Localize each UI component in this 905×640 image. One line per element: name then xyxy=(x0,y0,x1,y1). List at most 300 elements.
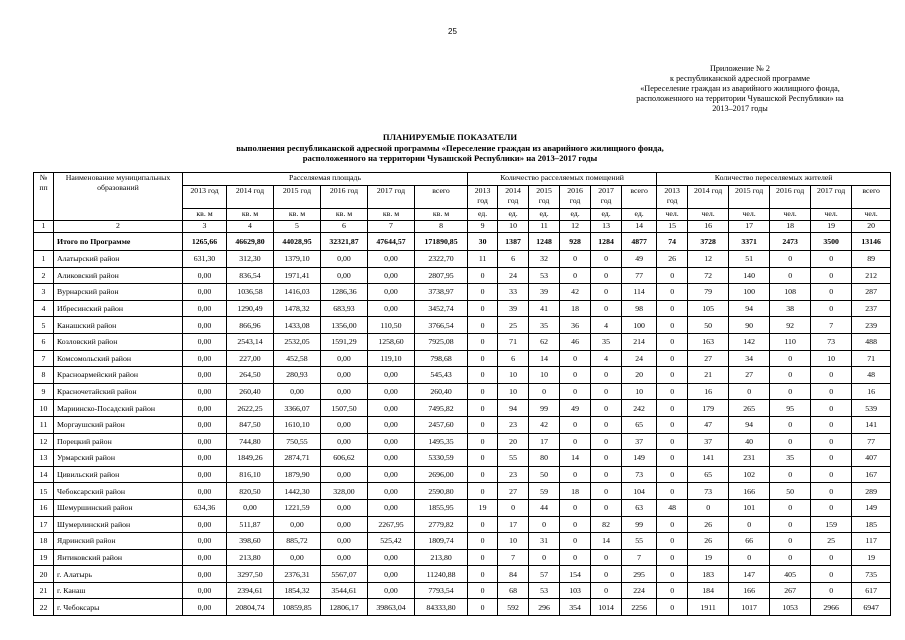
value-cell: 0 xyxy=(468,317,498,334)
value-cell: 44028,95 xyxy=(274,233,321,251)
value-cell: 0 xyxy=(811,433,852,450)
value-cell: 2394,61 xyxy=(227,582,274,599)
value-cell: 2543,14 xyxy=(227,333,274,350)
value-cell: 2622,25 xyxy=(227,400,274,417)
value-cell: 0 xyxy=(657,599,688,616)
rooms-group-header: Количество расселяемых помещений xyxy=(468,173,657,186)
value-cell: 0 xyxy=(529,516,560,533)
value-cell: 142 xyxy=(729,333,770,350)
unit-cell: ед. xyxy=(622,209,657,221)
people-year-header: 2015 год xyxy=(729,186,770,209)
value-cell: 48 xyxy=(852,367,891,384)
value-cell: 0 xyxy=(468,483,498,500)
value-cell: 744,80 xyxy=(227,433,274,450)
column-number-cell: 19 xyxy=(811,221,852,233)
value-cell: 885,72 xyxy=(274,533,321,550)
value-cell: 10 xyxy=(529,367,560,384)
value-cell: 66 xyxy=(729,533,770,550)
people-year-header: 2014 год xyxy=(688,186,729,209)
value-cell: 16 xyxy=(852,383,891,400)
table-row xyxy=(34,483,891,500)
value-cell: 0 xyxy=(591,433,622,450)
value-cell: 0 xyxy=(657,300,688,317)
value-cell: 0 xyxy=(591,251,622,268)
value-cell: 280,93 xyxy=(274,367,321,384)
municipality-name-cell: Вурнарский район xyxy=(54,284,183,301)
value-cell: 0,00 xyxy=(183,433,227,450)
value-cell: 0 xyxy=(657,466,688,483)
value-cell: 18 xyxy=(560,483,591,500)
value-cell: 0,00 xyxy=(368,466,415,483)
value-cell: 5330,59 xyxy=(415,450,468,467)
value-cell: 0,00 xyxy=(321,433,368,450)
value-cell: 820,50 xyxy=(227,483,274,500)
value-cell: 0,00 xyxy=(183,333,227,350)
value-cell: 0 xyxy=(811,300,852,317)
value-cell: 55 xyxy=(622,533,657,550)
value-cell: 0 xyxy=(770,433,811,450)
value-cell: 0 xyxy=(770,549,811,566)
unit-cell: кв. м xyxy=(274,209,321,221)
total-row xyxy=(34,233,891,251)
area-year-header: 2015 год xyxy=(274,186,321,209)
area-year-header: 2016 год xyxy=(321,186,368,209)
value-cell: 147 xyxy=(729,566,770,583)
col-num-header: № пп xyxy=(34,173,54,221)
value-cell: 0 xyxy=(591,400,622,417)
value-cell: 735 xyxy=(852,566,891,583)
value-cell: 1416,03 xyxy=(274,284,321,301)
value-cell: 149 xyxy=(622,450,657,467)
value-cell: 1507,50 xyxy=(321,400,368,417)
value-cell: 26 xyxy=(688,516,729,533)
value-cell: 99 xyxy=(529,400,560,417)
value-cell: 14 xyxy=(560,450,591,467)
value-cell: 171890,85 xyxy=(415,233,468,251)
value-cell: 30 xyxy=(468,233,498,251)
value-cell: 0 xyxy=(811,483,852,500)
row-number-cell xyxy=(34,233,54,251)
value-cell: 104 xyxy=(622,483,657,500)
value-cell: 99 xyxy=(622,516,657,533)
value-cell: 0,00 xyxy=(321,251,368,268)
value-cell: 141 xyxy=(688,450,729,467)
value-cell: 0 xyxy=(811,367,852,384)
value-cell: 10 xyxy=(811,350,852,367)
value-cell: 48 xyxy=(657,499,688,516)
value-cell: 1849,26 xyxy=(227,450,274,467)
table-row xyxy=(34,367,891,384)
value-cell: 0 xyxy=(811,582,852,599)
value-cell: 539 xyxy=(852,400,891,417)
row-number-cell: 11 xyxy=(34,416,54,433)
column-number-cell: 14 xyxy=(622,221,657,233)
value-cell: 73 xyxy=(688,483,729,500)
column-number-cell: 4 xyxy=(227,221,274,233)
value-cell: 14 xyxy=(529,350,560,367)
value-cell: 21 xyxy=(688,367,729,384)
value-cell: 18 xyxy=(560,300,591,317)
value-cell: 39 xyxy=(529,284,560,301)
column-number-cell: 3 xyxy=(183,221,227,233)
value-cell: 0 xyxy=(657,483,688,500)
column-number-cell: 9 xyxy=(468,221,498,233)
value-cell: 0,00 xyxy=(321,267,368,284)
value-cell: 312,30 xyxy=(227,251,274,268)
row-number-cell: 14 xyxy=(34,466,54,483)
municipality-name-cell: Шемуршинский район xyxy=(54,499,183,516)
value-cell: 511,87 xyxy=(227,516,274,533)
value-cell: 19 xyxy=(852,549,891,566)
row-number-cell: 20 xyxy=(34,566,54,583)
value-cell: 488 xyxy=(852,333,891,350)
value-cell: 0 xyxy=(468,549,498,566)
value-cell: 3297,50 xyxy=(227,566,274,583)
value-cell: 114 xyxy=(622,284,657,301)
rooms-year-header: 2017 год xyxy=(591,186,622,209)
value-cell: 0,00 xyxy=(183,582,227,599)
value-cell: 0,00 xyxy=(368,383,415,400)
value-cell: 0 xyxy=(657,350,688,367)
value-cell: 154 xyxy=(560,566,591,583)
value-cell: 0 xyxy=(560,499,591,516)
value-cell: 26 xyxy=(657,251,688,268)
value-cell: 0 xyxy=(468,350,498,367)
appendix-line: Приложение № 2 xyxy=(710,64,770,73)
value-cell: 407 xyxy=(852,450,891,467)
municipality-name-cell: Итого по Программе xyxy=(54,233,183,251)
value-cell: 0,00 xyxy=(321,499,368,516)
table-row xyxy=(34,300,891,317)
table-row xyxy=(34,416,891,433)
value-cell: 39 xyxy=(498,300,529,317)
table-header xyxy=(34,173,891,233)
value-cell: 295 xyxy=(622,566,657,583)
value-cell: 7793,54 xyxy=(415,582,468,599)
value-cell: 179 xyxy=(688,400,729,417)
value-cell: 287 xyxy=(852,284,891,301)
value-cell: 89 xyxy=(852,251,891,268)
rooms-year-header: всего xyxy=(622,186,657,209)
value-cell: 0 xyxy=(560,433,591,450)
municipality-name-cell: Красночетайский район xyxy=(54,383,183,400)
municipality-name-cell: Цивильский район xyxy=(54,466,183,483)
value-cell: 2779,82 xyxy=(415,516,468,533)
column-number-cell: 10 xyxy=(498,221,529,233)
value-cell: 0,00 xyxy=(183,483,227,500)
value-cell: 11240,88 xyxy=(415,566,468,583)
value-cell: 34 xyxy=(729,350,770,367)
value-cell: 51 xyxy=(729,251,770,268)
value-cell: 0 xyxy=(657,516,688,533)
value-cell: 545,43 xyxy=(415,367,468,384)
value-cell: 212 xyxy=(852,267,891,284)
value-cell: 77 xyxy=(852,433,891,450)
value-cell: 0,00 xyxy=(274,383,321,400)
value-cell: 3544,61 xyxy=(321,582,368,599)
value-cell: 101 xyxy=(729,499,770,516)
value-cell: 260,40 xyxy=(415,383,468,400)
value-cell: 7 xyxy=(811,317,852,334)
value-cell: 49 xyxy=(560,400,591,417)
value-cell: 289 xyxy=(852,483,891,500)
municipality-name-cell: г. Чебоксары xyxy=(54,599,183,616)
column-number-cell: 16 xyxy=(688,221,729,233)
value-cell: 0,00 xyxy=(321,383,368,400)
value-cell: 0 xyxy=(468,267,498,284)
column-number-cell: 5 xyxy=(274,221,321,233)
table-row xyxy=(34,599,891,616)
value-cell: 0,00 xyxy=(368,499,415,516)
municipality-name-cell: г. Канаш xyxy=(54,582,183,599)
municipality-name-cell: Аликовский район xyxy=(54,267,183,284)
table-row xyxy=(34,566,891,583)
value-cell: 0 xyxy=(811,549,852,566)
value-cell: 1387 xyxy=(498,233,529,251)
value-cell: 0,00 xyxy=(321,350,368,367)
value-cell: 0 xyxy=(657,533,688,550)
value-cell: 167 xyxy=(852,466,891,483)
value-cell: 42 xyxy=(529,416,560,433)
value-cell: 166 xyxy=(729,582,770,599)
value-cell: 0 xyxy=(657,284,688,301)
value-cell: 166 xyxy=(729,483,770,500)
value-cell: 0,00 xyxy=(368,416,415,433)
value-cell: 14 xyxy=(591,533,622,550)
value-cell: 1379,10 xyxy=(274,251,321,268)
value-cell: 68 xyxy=(498,582,529,599)
unit-cell: чел. xyxy=(852,209,891,221)
value-cell: 0 xyxy=(591,582,622,599)
table-row xyxy=(34,549,891,566)
municipality-name-cell: Шумерлинский район xyxy=(54,516,183,533)
value-cell: 6 xyxy=(498,350,529,367)
unit-cell: чел. xyxy=(770,209,811,221)
row-number-cell: 18 xyxy=(34,533,54,550)
value-cell: 27 xyxy=(498,483,529,500)
appendix-line: расположенного на территории Чувашской Республики» на xyxy=(636,94,844,103)
value-cell: 0,00 xyxy=(368,566,415,583)
row-number-cell: 7 xyxy=(34,350,54,367)
value-cell: 42 xyxy=(560,284,591,301)
value-cell: 0,00 xyxy=(368,433,415,450)
value-cell: 0 xyxy=(468,566,498,583)
value-cell: 1286,36 xyxy=(321,284,368,301)
people-group-header: Количество переселяемых жителей xyxy=(657,173,891,186)
column-number-cell: 6 xyxy=(321,221,368,233)
row-number-cell: 1 xyxy=(34,251,54,268)
value-cell: 27 xyxy=(729,367,770,384)
table-row xyxy=(34,466,891,483)
unit-cell: чел. xyxy=(811,209,852,221)
value-cell: 102 xyxy=(729,466,770,483)
table-row xyxy=(34,317,891,334)
value-cell: 19 xyxy=(468,499,498,516)
value-cell: 0 xyxy=(811,267,852,284)
value-cell: 90 xyxy=(729,317,770,334)
value-cell: 4877 xyxy=(622,233,657,251)
value-cell: 634,36 xyxy=(183,499,227,516)
value-cell: 452,58 xyxy=(274,350,321,367)
value-cell: 65 xyxy=(688,466,729,483)
value-cell: 94 xyxy=(729,416,770,433)
value-cell: 3371 xyxy=(729,233,770,251)
value-cell: 100 xyxy=(729,284,770,301)
value-cell: 24 xyxy=(498,267,529,284)
value-cell: 836,54 xyxy=(227,267,274,284)
value-cell: 53 xyxy=(529,267,560,284)
value-cell: 0,00 xyxy=(368,284,415,301)
table-row xyxy=(34,267,891,284)
value-cell: 163 xyxy=(688,333,729,350)
value-cell: 1284 xyxy=(591,233,622,251)
unit-cell: кв. м xyxy=(183,209,227,221)
value-cell: 1036,58 xyxy=(227,284,274,301)
value-cell: 0 xyxy=(770,533,811,550)
value-cell: 10 xyxy=(622,383,657,400)
value-cell: 0,00 xyxy=(183,367,227,384)
value-cell: 0,00 xyxy=(183,549,227,566)
value-cell: 0 xyxy=(468,466,498,483)
value-cell: 36 xyxy=(560,317,591,334)
column-number-cell: 2 xyxy=(54,221,183,233)
value-cell: 1610,10 xyxy=(274,416,321,433)
value-cell: 37 xyxy=(622,433,657,450)
value-cell: 39863,04 xyxy=(368,599,415,616)
value-cell: 140 xyxy=(729,267,770,284)
unit-cell: кв. м xyxy=(227,209,274,221)
table-row xyxy=(34,499,891,516)
indicators-table xyxy=(33,172,891,616)
value-cell: 0,00 xyxy=(183,450,227,467)
value-cell: 0 xyxy=(591,566,622,583)
area-year-header: 2014 год xyxy=(227,186,274,209)
value-cell: 0 xyxy=(657,367,688,384)
column-number-cell: 11 xyxy=(529,221,560,233)
value-cell: 3766,54 xyxy=(415,317,468,334)
value-cell: 0 xyxy=(591,416,622,433)
value-cell: 0 xyxy=(468,400,498,417)
value-cell: 17 xyxy=(529,433,560,450)
value-cell: 0 xyxy=(811,450,852,467)
value-cell: 71 xyxy=(498,333,529,350)
value-cell: 0 xyxy=(657,416,688,433)
municipality-name-cell: Комсомольский район xyxy=(54,350,183,367)
unit-cell: кв. м xyxy=(368,209,415,221)
value-cell: 0,00 xyxy=(368,549,415,566)
value-cell: 0,00 xyxy=(368,367,415,384)
value-cell: 0 xyxy=(657,383,688,400)
value-cell: 750,55 xyxy=(274,433,321,450)
value-cell: 0,00 xyxy=(274,516,321,533)
value-cell: 265 xyxy=(729,400,770,417)
value-cell: 242 xyxy=(622,400,657,417)
value-cell: 35 xyxy=(591,333,622,350)
column-number-cell: 13 xyxy=(591,221,622,233)
value-cell: 631,30 xyxy=(183,251,227,268)
value-cell: 72 xyxy=(688,267,729,284)
value-cell: 0 xyxy=(770,267,811,284)
value-cell: 1495,35 xyxy=(415,433,468,450)
value-cell: 214 xyxy=(622,333,657,350)
value-cell: 0 xyxy=(560,251,591,268)
value-cell: 0 xyxy=(770,367,811,384)
value-cell: 82 xyxy=(591,516,622,533)
value-cell: 10 xyxy=(498,533,529,550)
value-cell: 0 xyxy=(529,383,560,400)
municipality-name-cell: Красноармейский район xyxy=(54,367,183,384)
value-cell: 35 xyxy=(770,450,811,467)
value-cell: 2376,31 xyxy=(274,566,321,583)
value-cell: 0,00 xyxy=(321,516,368,533)
value-cell: 94 xyxy=(498,400,529,417)
value-cell: 0 xyxy=(591,450,622,467)
value-cell: 0 xyxy=(729,549,770,566)
table-row xyxy=(34,383,891,400)
value-cell: 3500 xyxy=(811,233,852,251)
value-cell: 2696,00 xyxy=(415,466,468,483)
row-number-cell: 13 xyxy=(34,450,54,467)
value-cell: 0 xyxy=(811,466,852,483)
appendix-line: «Переселение граждан из аварийного жилищного фонда, xyxy=(640,84,840,93)
value-cell: 7495,82 xyxy=(415,400,468,417)
value-cell: 0 xyxy=(591,466,622,483)
value-cell: 25 xyxy=(811,533,852,550)
value-cell: 0,00 xyxy=(183,350,227,367)
rooms-year-header: 2015 год xyxy=(529,186,560,209)
value-cell: 100 xyxy=(622,317,657,334)
row-number-cell: 10 xyxy=(34,400,54,417)
value-cell: 32 xyxy=(529,251,560,268)
value-cell: 84333,80 xyxy=(415,599,468,616)
value-cell: 63 xyxy=(622,499,657,516)
value-cell: 98 xyxy=(622,300,657,317)
value-cell: 0,00 xyxy=(183,317,227,334)
value-cell: 0 xyxy=(591,267,622,284)
municipality-name-cell: Канашский район xyxy=(54,317,183,334)
row-number-cell: 2 xyxy=(34,267,54,284)
value-cell: 0 xyxy=(468,516,498,533)
value-cell: 10859,85 xyxy=(274,599,321,616)
unit-cell: кв. м xyxy=(321,209,368,221)
value-cell: 7 xyxy=(498,549,529,566)
appendix-line: к республиканской адресной программе xyxy=(670,74,810,83)
value-cell: 73 xyxy=(811,333,852,350)
value-cell: 1221,59 xyxy=(274,499,321,516)
value-cell: 398,60 xyxy=(227,533,274,550)
value-cell: 606,62 xyxy=(321,450,368,467)
column-number-cell: 1 xyxy=(34,221,54,233)
value-cell: 1971,41 xyxy=(274,267,321,284)
value-cell: 103 xyxy=(560,582,591,599)
value-cell: 237 xyxy=(852,300,891,317)
value-cell: 3366,07 xyxy=(274,400,321,417)
row-number-cell: 5 xyxy=(34,317,54,334)
value-cell: 0 xyxy=(811,499,852,516)
unit-cell: ед. xyxy=(498,209,529,221)
value-cell: 0 xyxy=(657,333,688,350)
value-cell: 2457,60 xyxy=(415,416,468,433)
value-cell: 525,42 xyxy=(368,533,415,550)
value-cell: 213,80 xyxy=(227,549,274,566)
value-cell: 40 xyxy=(729,433,770,450)
value-cell: 1014 xyxy=(591,599,622,616)
value-cell: 0,00 xyxy=(368,582,415,599)
value-cell: 95 xyxy=(770,400,811,417)
value-cell: 110,50 xyxy=(368,317,415,334)
value-cell: 0,00 xyxy=(321,549,368,566)
value-cell: 55 xyxy=(498,450,529,467)
